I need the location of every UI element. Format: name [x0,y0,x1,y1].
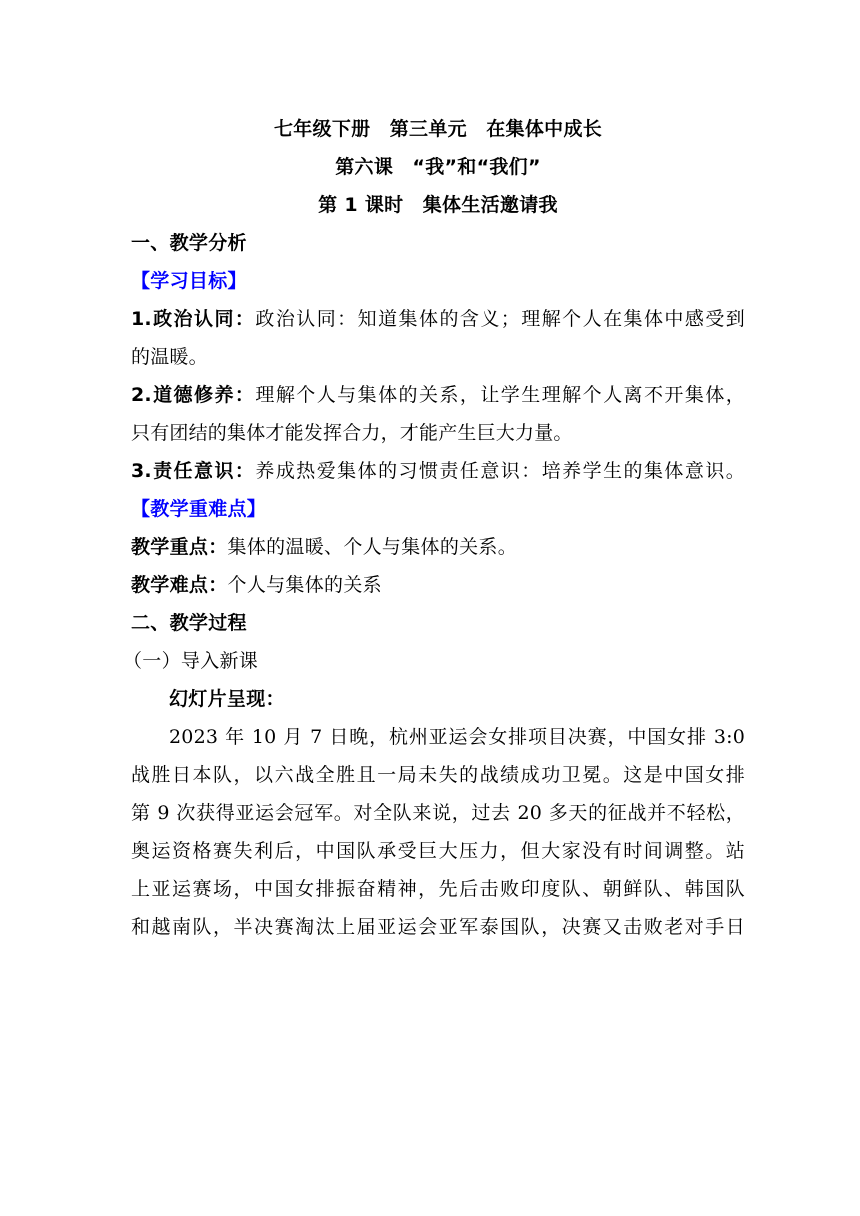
key-points-label: 【教学重难点】 [131,498,267,520]
difficult-point-text: 个人与集体的关系 [227,574,382,596]
intro-paragraph [131,718,745,946]
key-point [131,528,745,566]
period-title: 第 1 课时 集体生活邀请我 [318,194,558,216]
paragraph-line: 奥运资格赛失利后，中国队承受巨大压力，但大家没有时间调整。站 [131,840,745,862]
paragraph-line: 和越南队，半决赛淘汰上届亚运会亚军泰国队，决赛又击败老对手日 [131,916,745,938]
paragraph-line: 2023 年 10 月 7 日晚，杭州亚运会女排项目决赛，中国女排 3:0 [169,726,745,748]
slide-label: 幻灯片呈现： [169,688,285,710]
objectives-label: 【学习目标】 [131,270,247,292]
paragraph-line: 第 9 次获得亚运会冠军。对全队来说，过去 20 多天的征战并不轻松， [131,802,745,824]
subsection-heading-intro: （一）导入新课 [123,650,259,672]
difficult-point-label: 教学难点： [131,574,228,596]
objective-2-label: 2.道德修养： [131,384,256,406]
objective-1-label: 1.政治认同： [131,308,256,330]
objective-3-text-1: 养成热爱集体的习惯责任意识：培养学生的集体意识。 [255,460,745,482]
objective-1-text-2: 的温暖。 [131,346,208,368]
objective-3 [131,452,745,490]
section-heading-analysis: 一、教学分析 [131,232,247,254]
paragraph-line: 战胜日本队，以六战全胜且一局未失的战绩成功卫冕。这是中国女排 [131,764,745,786]
objective-2 [131,376,745,452]
objective-2-text-2: 只有团结的集体才能发挥合力，才能产生巨大力量。 [131,422,573,444]
lesson-title: 第六课 “我”和“我们” [335,156,541,178]
difficult-point [131,566,745,604]
objective-2-text-1: 理解个人与集体的关系，让学生理解个人离不开集体， [255,384,745,406]
paragraph-line: 上亚运赛场，中国女排振奋精神，先后击败印度队、朝鲜队、韩国队 [131,878,745,900]
document-page [123,110,745,946]
objective-1 [131,300,745,376]
objective-1-text-1: 政治认同：知道集体的含义；理解个人在集体中感受到 [255,308,745,330]
key-point-label: 教学重点： [131,536,228,558]
key-point-text: 集体的温暖、个人与集体的关系。 [227,536,518,558]
unit-title: 七年级下册 第三单元 在集体中成长 [273,118,603,140]
section-heading-process: 二、教学过程 [131,612,247,634]
objective-3-label: 3.责任意识： [131,460,256,482]
